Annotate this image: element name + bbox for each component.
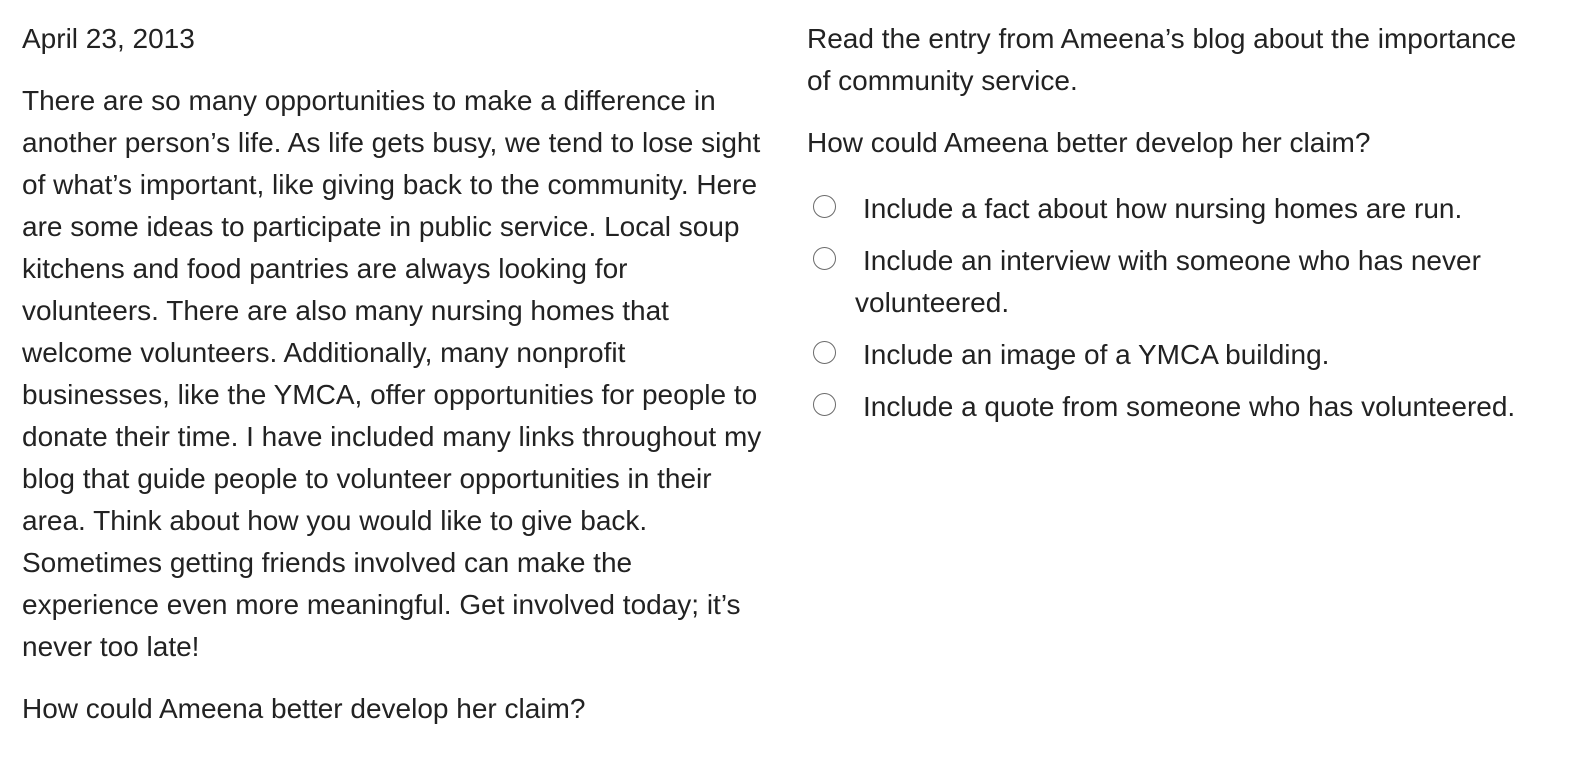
blog-entry-text: There are so many opportunities to make a difference in another person’s life. As life gets busy, we tend to lose sight of what’s important, like giving back to the community. Here are some ideas to participate in public service. Local soup kitchens and food pantries are always looking for volunteers. There are also many nursing homes that welcome volunteers. Additionally, many nonprofit businesses, like the YMCA, offer opportunities for people to donate their time. I have included many links throughout my blog that guide people to volunteer opportunities in their area. Think about how you would like to give back. Sometimes getting friends involved can make the experience even more meaningful. Get involved today; it’s never too late!	[22, 85, 762, 662]
radio-button-icon[interactable]	[813, 247, 836, 270]
radio-button-icon[interactable]	[813, 393, 836, 416]
answer-choice-d[interactable]	[807, 386, 1547, 428]
answer-choice-label: Include an interview with someone who has never volunteered.	[855, 245, 1481, 318]
radio-button-icon[interactable]	[813, 195, 836, 218]
blog-date: April 23, 2013	[22, 23, 195, 54]
answer-choice-label: Include a fact about how nursing homes are run.	[863, 193, 1463, 224]
answer-choice-b[interactable]	[807, 240, 1547, 324]
passage-question: How could Ameena better develop her claim?	[22, 693, 586, 724]
answer-choices	[807, 188, 1547, 428]
question-panel	[807, 18, 1547, 438]
passage-panel	[22, 18, 762, 730]
answer-choice-c[interactable]	[807, 334, 1547, 376]
answer-choice-label: Include an image of a YMCA building.	[863, 339, 1330, 370]
radio-button-icon[interactable]	[813, 341, 836, 364]
answer-choice-label: Include a quote from someone who has volunteered.	[863, 391, 1516, 422]
answer-choice-a[interactable]	[807, 188, 1547, 230]
question-prompt: Read the entry from Ameena’s blog about the importance of community service.	[807, 23, 1517, 96]
question-stem: How could Ameena better develop her claim?	[807, 127, 1371, 158]
